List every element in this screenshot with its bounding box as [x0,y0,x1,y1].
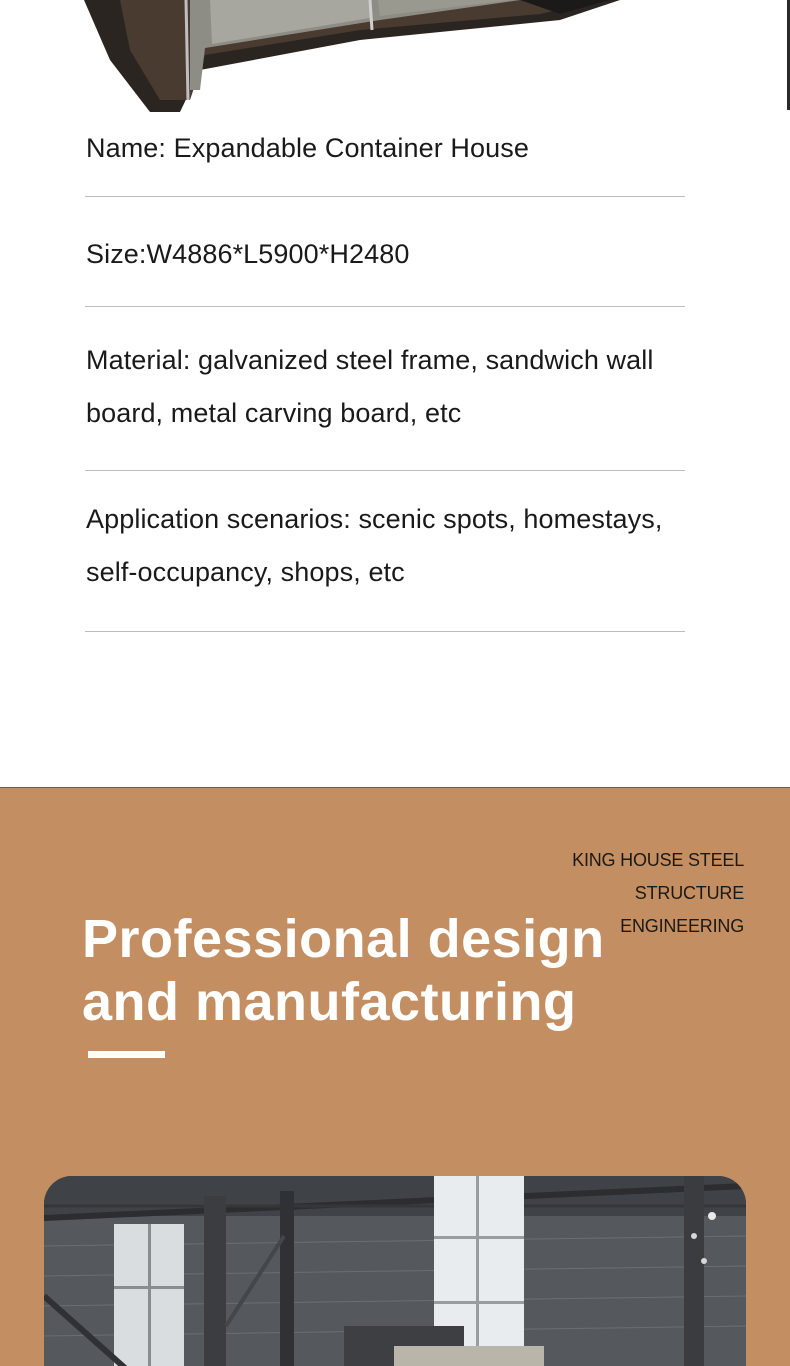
spec-application-line1: Application scenarios: scenic spots, homestays, [86,504,663,534]
spec-name: Name: Expandable Container House [86,133,529,163]
section-headline [82,908,642,1034]
headline-line: and manufacturing [82,972,577,1032]
spec-size: Size:W4886*L5900*H2480 [86,239,410,269]
divider [85,196,685,197]
manufacturing-section [0,788,790,1366]
tagline-line: KING HOUSE STEEL [572,850,744,870]
accent-bar [88,1051,165,1058]
spec-material-line1: Material: galvanized steel frame, sandwich wall [86,345,654,375]
divider [85,470,685,471]
tagline-line: STRUCTURE [634,883,744,903]
headline-line: Professional design [82,909,605,969]
tagline-line: ENGINEERING [620,916,744,936]
spec-material-line2: board, metal carving board, etc [86,398,462,428]
container-house-photo [0,0,790,115]
divider [85,306,685,307]
divider [85,631,685,632]
factory-photo [44,1176,746,1366]
spec-application-line2: self-occupancy, shops, etc [86,557,405,587]
